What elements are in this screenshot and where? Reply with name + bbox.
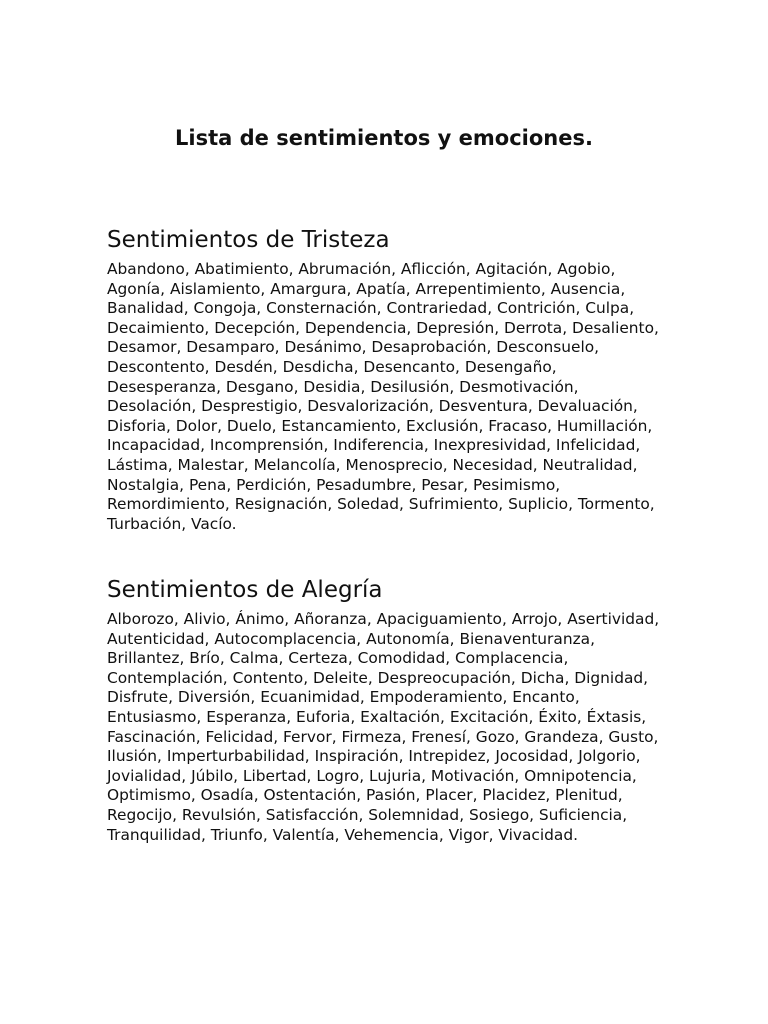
section-body: Abandono, Abatimiento, Abrumación, Aflicción, Agitación, Agobio, Agonía, Aislamiento, Amargura, Apatía, Arrepentimiento, Ausencia, Banalidad, Congoja, Consternación, Contrariedad, Contrición, Culpa, Decaimiento, Decepción, Dependencia, Depresión, Derrota, Desaliento, Desamor, Desamparo, Desánimo, Desaprobación, Desconsuelo, Descontento, Desdén, Desdicha, Desencanto, Desengaño, Desesperanza, Desgano, Desidia, Desilusión, Desmotivación, Desolación, Desprestigio, Desvalorización, Desventura, Devaluación, Disforia, Dolor, Duelo, Estancamiento, Exclusión, Fracaso, Humillación, Incapacidad, Incomprensión, Indiferencia, Inexpresividad, Infelicidad, Lástima, Malestar, Melancolía, Menosprecio, Necesidad, Neutralidad, Nostalgia, Pena, Perdición, Pesadumbre, Pesar, Pesimismo, Remordimiento, Resignación, Soledad, Sufrimiento, Suplicio, Tormento, Turbación, Vacío. [107,260,659,533]
section-heading: Sentimientos de Alegría [107,577,383,603]
section-heading: Sentimientos de Tristeza [107,227,390,253]
section-body: Alborozo, Alivio, Ánimo, Añoranza, Apaciguamiento, Arrojo, Asertividad, Autenticidad, Autocomplacencia, Autonomía, Bienaventuranza, Brillantez, Brío, Calma, Certeza, Comodidad, Complacencia, Contemplación, Contento, Deleite, Despreocupación, Dicha, Dignidad, Disfrute, Diversión, Ecuanimidad, Empoderamiento, Encanto, Entusiasmo, Esperanza, Euforia, Exaltación, Excitación, Éxito, Éxtasis, Fascinación, Felicidad, Fervor, Firmeza, Frenesí, Gozo, Grandeza, Gusto, Ilusión, Imperturbabilidad, Inspiración, Intrepidez, Jocosidad, Jolgorio, Jovialidad, Júbilo, Libertad, Logro, Lujuria, Motivación, Omnipotencia, Optimismo, Osadía, Ostentación, Pasión, Placer, Placidez, Plenitud, Regocijo, Revulsión, Satisfacción, Solemnidad, Sosiego, Suficiencia, Tranquilidad, Triunfo, Valentía, Vehemencia, Vigor, Vivacidad. [107,610,660,844]
document-title: Lista de sentimientos y emociones. [175,126,593,150]
section-tristeza [107,226,667,534]
section-alegria [107,576,667,845]
